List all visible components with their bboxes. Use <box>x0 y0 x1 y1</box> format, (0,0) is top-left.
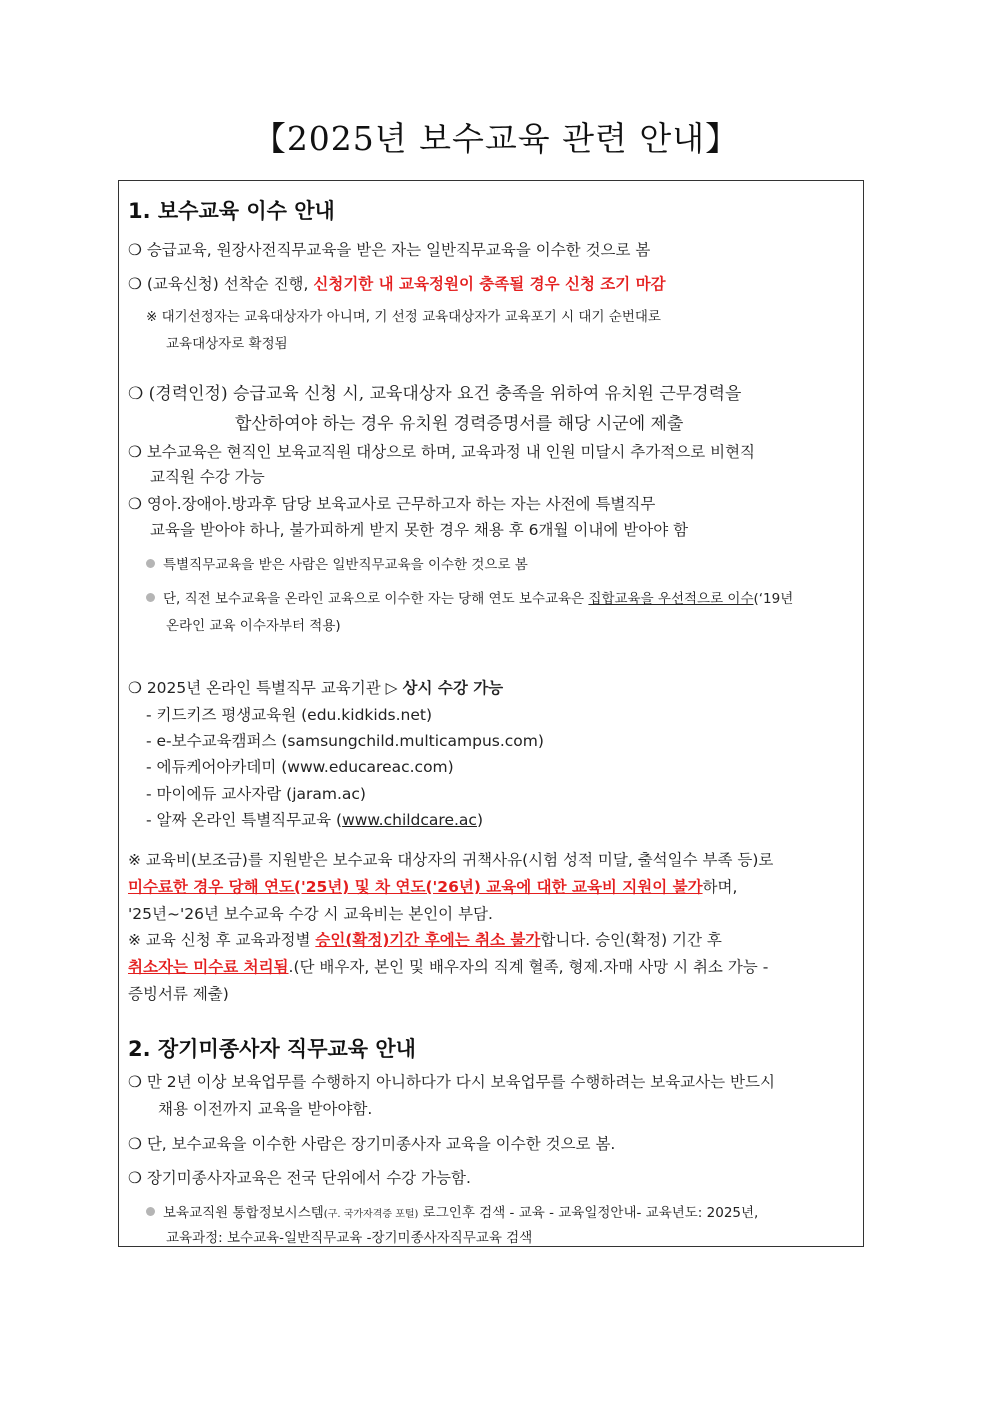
s1-bullet-5-line1: ❍ 영아.장애아.방과후 담당 보육교사로 근무하고자 하는 자는 사전에 특별직무 <box>128 495 656 513</box>
s1-sub-2-line2: 온라인 교육 이수자부터 적용) <box>166 618 341 634</box>
s1-note-3-suffix: 합니다. 승인(확정) 기간 후 <box>540 931 722 949</box>
s1-sub-2 <box>146 587 793 607</box>
section2-heading: 2. 장기미종사자 직무교육 안내 <box>128 1037 416 1061</box>
s1-sub-1-text: 특별직무교육을 받은 사람은 일반직무교육을 이수한 것으로 봄 <box>163 557 528 573</box>
s1-bullet-4-line2: 교직원 수강 가능 <box>150 468 265 486</box>
s2-bullet-3: ❍ 장기미종사자교육은 전국 단위에서 수강 가능함. <box>128 1169 471 1187</box>
s1-note-3-red: 승인(확정)기간 후에는 취소 불가 <box>315 931 541 949</box>
s1-bullet-2-text: ❍ (교육신청) 선착순 진행, <box>128 275 314 293</box>
institution-item: - 키드키즈 평생교육원 (edu.kidkids.net) <box>146 706 433 724</box>
s1-sub-2-suffix: (‘19년 <box>753 591 794 607</box>
s1-note-3-text: ※ 교육 신청 후 교육과정별 <box>128 931 316 949</box>
s1-note-1-line2: 교육대상자로 확정됨 <box>166 336 288 352</box>
s1-bullet-6-text: ❍ 2025년 온라인 특별직무 교육기관 ▷ <box>128 679 403 697</box>
s2-sub-small: (구. 국가자격증 포털) <box>323 1209 419 1220</box>
s1-bullet-1: ❍ 승급교육, 원장사전직무교육을 받은 자는 일반직무교육을 이수한 것으로 봄 <box>128 241 651 259</box>
s1-bullet-4-line1: ❍ 보수교육은 현직인 보육교직원 대상으로 하며, 교육과정 내 인원 미달시 추가적으로 비현직 <box>128 443 756 461</box>
s1-note-2-suffix: 하며, <box>702 878 738 896</box>
s2-bullet-1-line1: ❍ 만 2년 이상 보육업무를 수행하지 아니하다가 다시 보육업무를 수행하려는 보육교사는 반드시 <box>128 1073 775 1091</box>
s1-note-3-line3: 증빙서류 제출) <box>128 985 229 1003</box>
s1-bullet-2-red: 신청기한 내 교육정원이 충족될 경우 신청 조기 마감 <box>313 275 666 293</box>
s1-bullet-3-line1: ❍ (경력인정) 승급교육 신청 시, 교육대상자 요건 충족을 위하여 유치원 근무경력을 <box>128 384 742 404</box>
s2-bullet-1-line2: 채용 이전까지 교육을 받아야함. <box>158 1100 373 1118</box>
s1-sub-1 <box>146 553 528 573</box>
page-title: 【2025년 보수교육 관련 안내】 <box>252 119 740 158</box>
s1-bullet-6-bold: 상시 수강 가능 <box>402 679 504 697</box>
institution-item: - 마이에듀 교사자람 (jaram.ac) <box>146 785 366 803</box>
s2-sub-line1 <box>146 1201 758 1221</box>
institution-item: - e-보수교육캠퍼스 (samsungchild.multicampus.com) <box>146 732 544 750</box>
s1-sub-2-text: 단, 직전 보수교육을 온라인 교육으로 이수한 자는 당해 연도 보수교육은 <box>163 591 589 607</box>
section1-heading: 1. 보수교육 이수 안내 <box>128 199 335 223</box>
institution-item-5 <box>146 808 483 830</box>
s1-bullet-5-line2: 교육을 받아야 하나, 불가피하게 받지 못한 경우 채용 후 6개월 이내에 받아야 함 <box>150 521 689 539</box>
s1-note-3-red-2: 취소자는 미수료 처리됨 <box>128 958 289 976</box>
s1-sub-2-underline: 집합교육을 우선적으로 이수 <box>588 591 754 607</box>
s1-note-2-line2 <box>128 875 737 897</box>
bullet-dot-icon <box>146 593 155 602</box>
s1-note-3-line2 <box>128 955 768 977</box>
s1-bullet-3-line2: 합산하여야 하는 경우 유치원 경력증명서를 해당 시군에 제출 <box>235 414 684 434</box>
s1-bullet-2 <box>128 272 666 294</box>
institution-item: - 에듀케어아카데미 (www.educareac.com) <box>146 758 454 776</box>
s1-note-3-line1 <box>128 928 722 950</box>
institution-5-suffix: ) <box>476 811 483 829</box>
bullet-dot-icon <box>146 559 155 568</box>
childcare-link[interactable]: www.childcare.ac <box>342 811 477 829</box>
s1-note-2-line3: '25년~'26년 보수교육 수강 시 교육비는 본인이 부담. <box>128 905 493 923</box>
s2-sub-text-b: 로그인후 검색 - 교육 - 교육일정안내- 교육년도: 2025년, <box>418 1205 759 1221</box>
s1-note-3-line2-text: .(단 배우자, 본인 및 배우자의 직계 혈족, 형제.자매 사망 시 취소 가능 - <box>288 958 769 976</box>
institution-5-text: - 알짜 온라인 특별직무교육 ( <box>146 811 343 829</box>
s1-note-1-line1: ※ 대기선정자는 교육대상자가 아니며, 기 선정 교육대상자가 교육포기 시 대기 순번대로 <box>146 309 661 325</box>
s2-sub-text-a: 보육교직원 통합정보시스템 <box>163 1205 324 1221</box>
s2-bullet-2: ❍ 단, 보수교육을 이수한 사람은 장기미종사자 교육을 이수한 것으로 봄. <box>128 1135 616 1153</box>
s1-bullet-6 <box>128 676 503 698</box>
s2-sub-line2: 교육과정: 보수교육-일반직무교육 -장기미종사자직무교육 검색 <box>166 1230 533 1246</box>
s1-note-2-red: 미수료한 경우 당해 연도('25년) 및 차 연도('26년) 교육에 대한 교육비 지원이 불가 <box>128 878 703 896</box>
bullet-dot-icon <box>146 1207 155 1216</box>
s1-note-2-line1: ※ 교육비(보조금)를 지원받은 보수교육 대상자의 귀책사유(시험 성적 미달, 출석일수 부족 등)로 <box>128 851 774 869</box>
